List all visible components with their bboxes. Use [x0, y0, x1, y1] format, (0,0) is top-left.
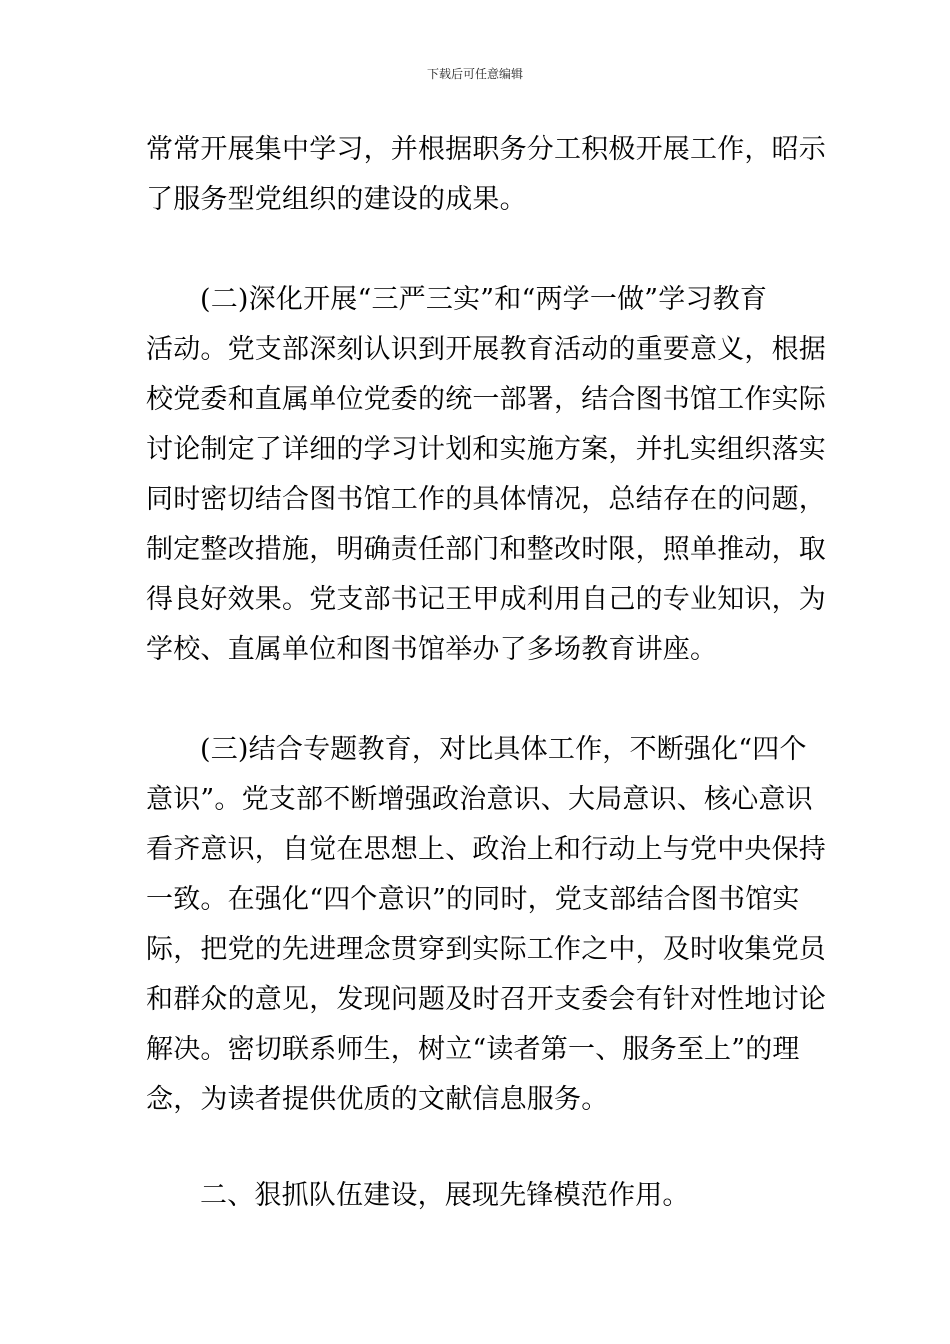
body-line: 意识”。党支部不断增强政治意识、大局意识、核心意识 [146, 784, 813, 815]
body-line: 和群众的意见，发现问题及时召开支委会有针对性地讨论 [146, 984, 826, 1015]
body-line: 了服务型党组织的建设的成果。 [146, 184, 527, 215]
body-line: 解决。密切联系师生，树立“读者第一、服务至上”的理 [146, 1034, 800, 1065]
body-line: 学校、直属单位和图书馆举办了多场教育讲座。 [146, 634, 718, 665]
body-line: 同时密切结合图书馆工作的具体情况，总结存在的问题， [146, 484, 826, 515]
body-line: 看齐意识，自觉在思想上、政治上和行动上与党中央保持 [146, 834, 826, 865]
body-line: 讨论制定了详细的学习计划和实施方案，并扎实组织落实 [146, 434, 826, 465]
body-line: 一致。在强化“四个意识”的同时，党支部结合图书馆实 [146, 884, 800, 915]
body-line: 得良好效果。党支部书记王甲成利用自己的专业知识，为 [146, 584, 826, 615]
paragraph-first-line: (二)深化开展“三严三实”和“两学一做”学习教育 [200, 284, 768, 315]
body-line: 活动。党支部深刻认识到开展教育活动的重要意义，根据 [146, 334, 826, 365]
body-line: 际，把党的先进理念贯穿到实际工作之中，及时收集党员 [146, 934, 826, 965]
body-line: 校党委和直属单位党委的统一部署，结合图书馆工作实际 [146, 384, 826, 415]
body-line: 念，为读者提供优质的文献信息服务。 [146, 1084, 609, 1115]
section-heading: 二、狠抓队伍建设，展现先锋模范作用。 [200, 1180, 690, 1211]
page-header: 下载后可任意编辑 [426, 67, 523, 81]
body-line: 制定整改措施，明确责任部门和整改时限，照单推动，取 [146, 534, 826, 565]
paragraph-first-line: (三)结合专题教育，对比具体工作，不断强化“四个 [200, 734, 807, 765]
body-line: 常常开展集中学习，并根据职务分工积极开展工作，昭示 [146, 134, 826, 165]
